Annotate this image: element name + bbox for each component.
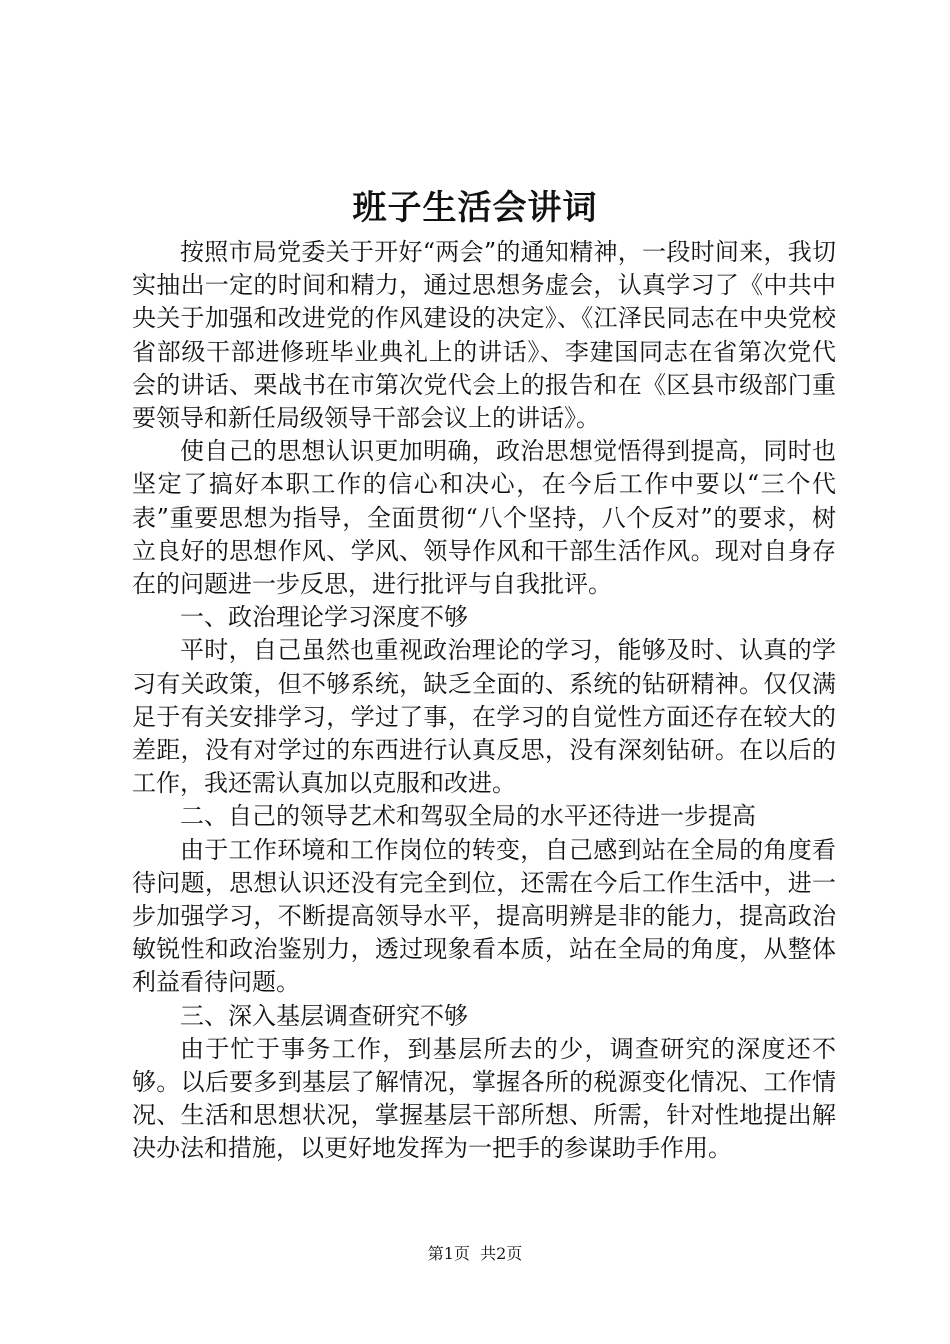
section-paragraph-2: 由于工作环境和工作岗位的转变，自己感到站在全局的角度看待问题，思想认识还没有完全到位，还需在今后工作生活中，进一步加强学习，不断提高领导水平，提高明辨是非的能力，提高政治敏锐性和政治鉴别力，透过现象看本质，站在全局的角度，从整体利益看待问题。 (132, 835, 836, 997)
section-paragraph-3: 由于忙于事务工作，到基层所去的少，调查研究的深度还不够。以后要多到基层了解情况，掌握各所的税源变化情况、工作情况、生活和思想状况，掌握基层干部所想、所需，针对性地提出解决办法和措施，以更好地发挥为一把手的参谋助手作用。 (132, 1034, 836, 1163)
footer-separator (470, 1244, 480, 1263)
document-title: 班子生活会讲词 (352, 188, 598, 228)
page-number-total: 共2页 (480, 1244, 523, 1263)
section-heading-1: 一、政治理论学习深度不够 (180, 603, 468, 632)
section-heading-2: 二、自己的领导艺术和驾驭全局的水平还待进一步提高 (180, 802, 756, 831)
document-body (132, 236, 836, 1166)
page-number-current: 第1页 (427, 1244, 470, 1263)
intro-paragraph-1: 按照市局党委关于开好“两会”的通知精神，一段时间来，我切实抽出一定的时间和精力，通过思想务虚会，认真学习了《中共中央关于加强和改进党的作风建设的决定》、《江泽民同志在中央党校省部级干部进修班毕业典礼上的讲话》、李建国同志在省第次党代会的讲话、栗战书在市第次党代会上的报告和在《区县市级部门重要领导和新任局级领导干部会议上的讲话》。 (132, 238, 836, 433)
page-footer (0, 1242, 950, 1266)
section-heading-3: 三、深入基层调查研究不够 (180, 1001, 468, 1030)
section-paragraph-1: 平时，自己虽然也重视政治理论的学习，能够及时、认真的学习有关政策，但不够系统，缺乏全面的、系统的钻研精神。仅仅满足于有关安排学习，学过了事，在学习的自觉性方面还存在较大的差距，没有对学过的东西进行认真反思，没有深刻钻研。在以后的工作，我还需认真加以克服和改进。 (132, 636, 836, 798)
intro-paragraph-2: 使自己的思想认识更加明确，政治思想觉悟得到提高，同时也坚定了搞好本职工作的信心和决心，在今后工作中要以“三个代表”重要思想为指导，全面贯彻“八个坚持，八个反对”的要求，树立良好的思想作风、学风、领导作风和干部生活作风。现对自身存在的问题进一步反思，进行批评与自我批评。 (132, 437, 836, 599)
